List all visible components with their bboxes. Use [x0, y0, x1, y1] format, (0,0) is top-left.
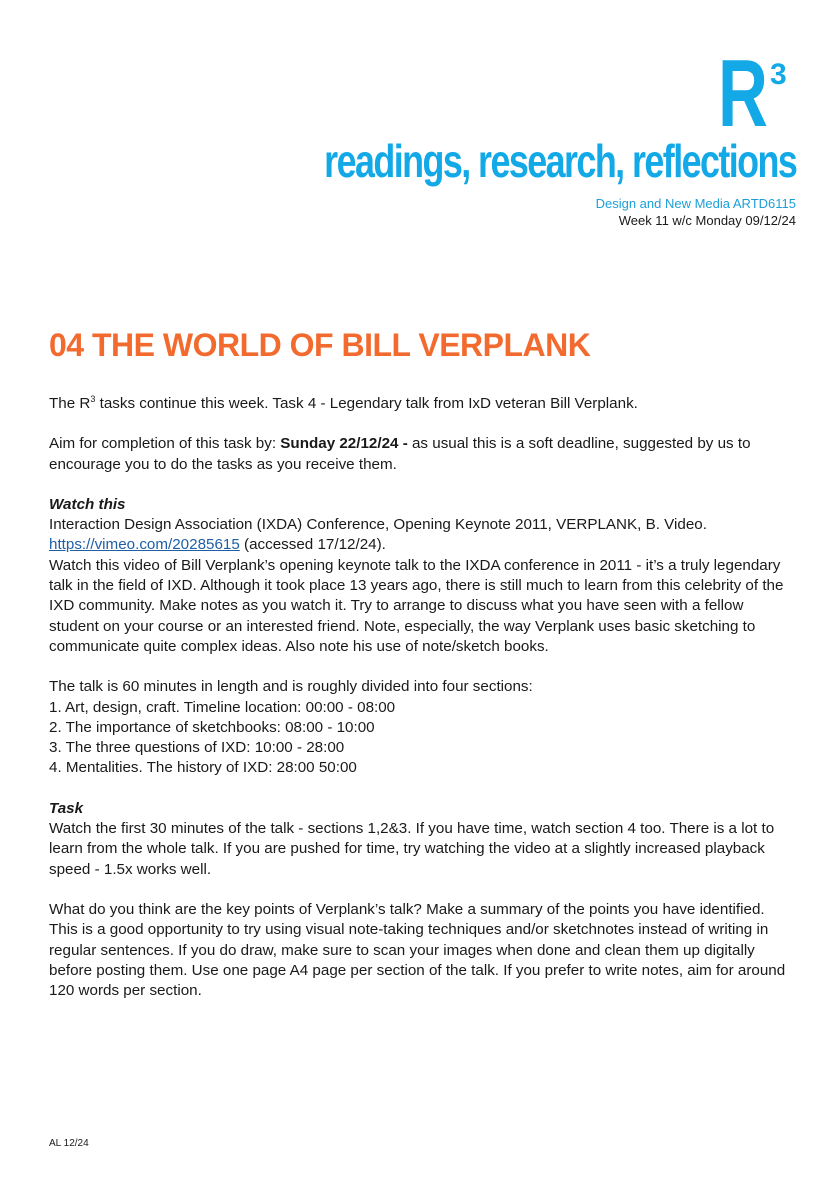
accessed-date: (accessed 17/12/24). — [239, 536, 386, 554]
aim-prefix: Aim for completion of this task by: — [49, 435, 281, 453]
aim-paragraph — [49, 434, 794, 475]
task-paragraph-2: What do you think are the key points of Verplank’s talk? Make a summary of the points you have identified. This is a good opportunity to try using visual note-taking techniques and/or sketchnotes instead of writing in regular sentences. If you do draw, make sure to scan your images when done and clean them up digitally before posting them. Use one page A4 page per section of the talk. If you prefer to write notes, aim for around 120 words per section. — [49, 900, 786, 1000]
footer-initials: AL 12/24 — [49, 1138, 89, 1149]
task-heading: Task — [49, 799, 84, 817]
intro-suffix: tasks continue this week. Task 4 - Legendary talk from IxD veteran Bill Verplank. — [95, 395, 638, 412]
logo-superscript: 3 — [770, 58, 787, 91]
watch-description: Watch this video of Bill Verplank’s opening keynote talk to the IXDA conference in 2011 - it’s a truly legendary talk in the field of IXD. Although it took place 13 years ago, there is still much to learn from this celebrity of the IXD community. Make notes as you watch it. Try to arrange to discuss what you have seen with a fellow student on your course or an interested friend. Note, especially, the way Verplank uses basic sketching to communicate quite complex ideas. Also note his use of note/sketch books. — [49, 556, 784, 655]
aim-deadline: Sunday 22/12/24 - — [280, 435, 408, 453]
aim-suffix: as usual this is a soft deadline, suggested by us to encourage you to do the tasks as you receive them. — [49, 435, 751, 473]
section-item: 4. Mentalities. The history of IXD: 28:00 50:00 — [49, 759, 357, 777]
video-link[interactable]: https://vimeo.com/20285615 — [49, 536, 240, 554]
sections-intro: The talk is 60 minutes in length and is roughly divided into four sections: — [49, 678, 533, 696]
intro-paragraph — [49, 394, 794, 414]
logo-letter: R — [718, 40, 767, 147]
intro-sup: 3 — [90, 393, 96, 404]
main-content — [49, 394, 794, 1001]
watch-citation: Interaction Design Association (IXDA) Conference, Opening Keynote 2011, VERPLANK, B. Video. — [49, 516, 707, 534]
section-item: 2. The importance of sketchbooks: 08:00 - 10:00 — [49, 718, 375, 736]
section-item: 3. The three questions of IXD: 10:00 - 28:00 — [49, 739, 345, 757]
section-item: 1. Art, design, craft. Timeline location: 00:00 - 08:00 — [49, 698, 396, 716]
page-title: 04 THE WORLD OF BILL VERPLANK — [49, 327, 591, 363]
course-name: Design and New Media ARTD6115 — [595, 196, 796, 211]
task-paragraph-1: Watch the first 30 minutes of the talk - sections 1,2&3. If you have time, watch section 4 too. There is a lot to learn from the whole talk. If you are pushed for time, try watching the video at a slightly increased playback speed - 1.5x works well. — [49, 820, 775, 878]
watch-heading: Watch this — [49, 495, 126, 513]
week-info: Week 11 w/c Monday 09/12/24 — [618, 213, 796, 228]
intro-prefix: The R — [49, 395, 91, 412]
watch-link-line — [49, 535, 794, 555]
tagline: readings, research, reflections — [323, 135, 796, 187]
